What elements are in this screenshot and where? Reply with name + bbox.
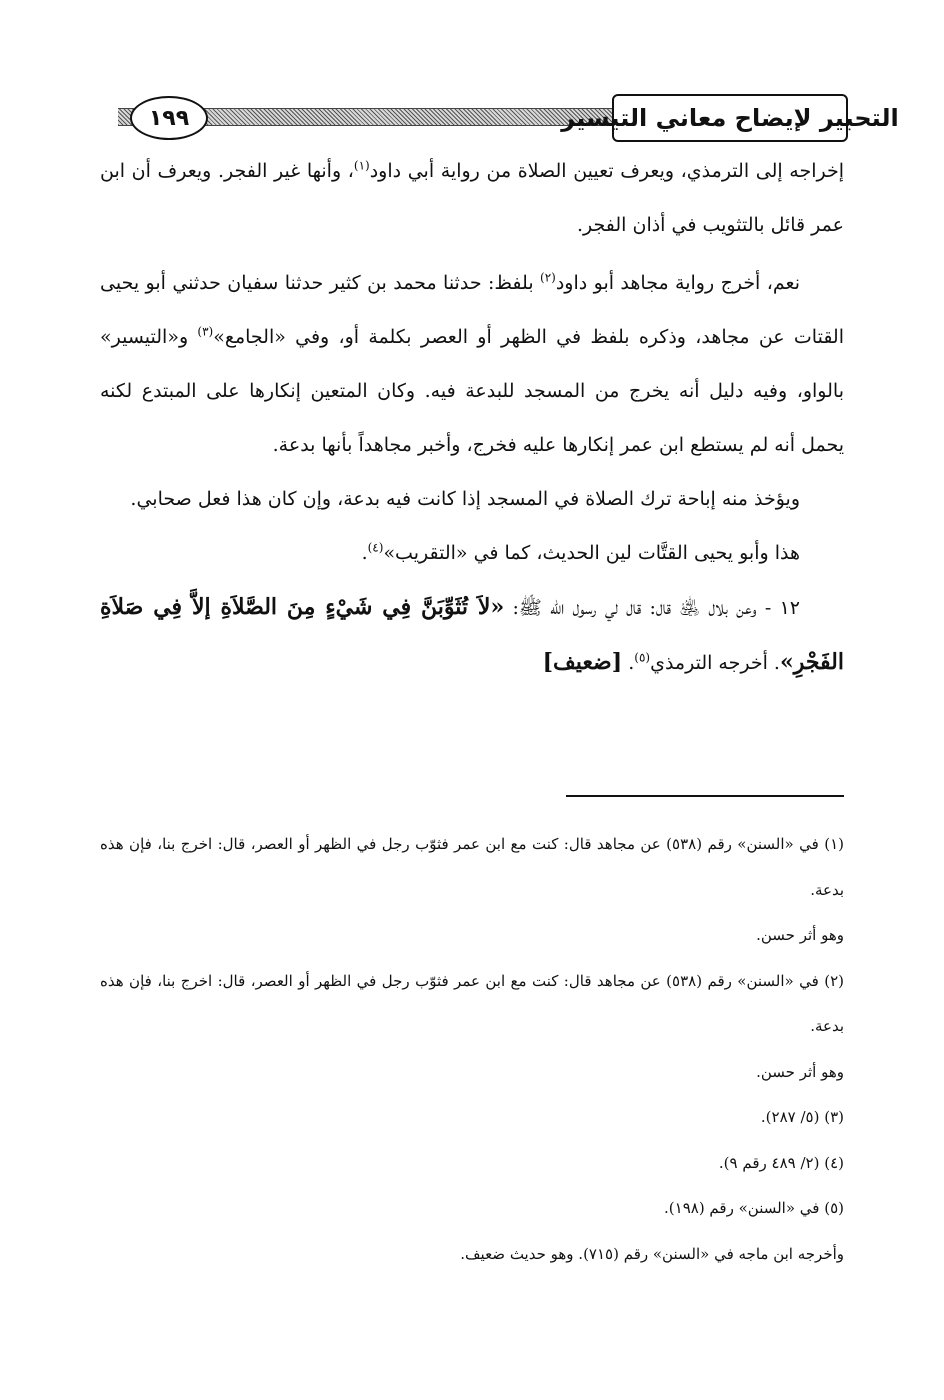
- paragraph-4-text-b: .: [361, 542, 368, 564]
- footnote-5: (٥) في «السنن» رقم (١٩٨).: [664, 1199, 844, 1217]
- footnote-5-extra: وأخرجه ابن ماجه في «السنن» رقم (٧١٥). وهو حديث ضعيف.: [460, 1244, 844, 1263]
- page-number: ١٩٩: [130, 96, 208, 140]
- paragraph-1-text-b: ، وأنها غير الفجر. ويعرف أن ابن عمر قائل بالتثويب في أذان الفجر.: [100, 160, 844, 236]
- paragraph-2-text-c: و«التيسير» بالواو، وفيه دليل أنه يخرج من المسجد للبدعة فيه. وكان المتعين إنكارها على المبتدع لكنه يحمل أنه لم يستطع ابن عمر إنكارها عليه فخرج، وأخبر مجاهداً بأنها بدعة.: [100, 326, 844, 456]
- footnote-ref-5: (٥): [634, 650, 651, 665]
- footnote-ref-4: (٤): [367, 540, 384, 555]
- hadith-text: «لاَ تُثَوِّبَنَّ فِي شَيْءٍ مِنَ الصَّلاَةِ إلاَّ فِي صَلاَةِ الفَجْرِ»: [100, 594, 844, 675]
- footnote-1-grade: وهو أثر حسن.: [756, 926, 844, 944]
- footnote-4: (٤) (٢/ ٤٨٩ رقم ٩).: [718, 1153, 844, 1172]
- footnotes: [100, 822, 844, 1277]
- main-text: [100, 144, 844, 690]
- footnote-3: (٣) (٥/ ٢٨٧).: [760, 1108, 844, 1126]
- footnote-separator: [566, 795, 844, 797]
- paragraph-2: [100, 256, 844, 472]
- paragraph-4-text-a: هذا وأبو يحيى القتَّات لين الحديث، كما في «التقريب»: [383, 542, 800, 564]
- footnote-ref-1: (١): [353, 158, 370, 173]
- paragraph-2-text-b: بلفظ: حدثنا محمد بن كثير حدثنا سفيان حدثني أبو يحيى القتات عن مجاهد، وذكره بلفظ في الظهر أو العصر بكلمة أو، وفي «الجامع»: [100, 272, 844, 348]
- hadith-paragraph: [100, 580, 844, 690]
- paragraph-3: ويؤخذ منه إباحة ترك الصلاة في المسجد إذا كانت فيه بدعة، وإن كان هذا فعل صحابي.: [130, 488, 800, 510]
- hadith-source: . أخرجه الترمذي: [650, 652, 780, 674]
- paragraph-1: [100, 144, 844, 252]
- footnote-1: (١) في «السنن» رقم (٥٣٨) عن مجاهد قال: كنت مع ابن عمر فثوّب رجل في الظهر أو العصر، قال: اخرج بنا، فإن هذه بدعة.: [100, 835, 845, 899]
- running-header-title: التحبير لإيضاح معاني التيسير: [612, 94, 848, 142]
- footnote-ref-2: (٢): [540, 270, 556, 285]
- paragraph-2-text-a: نعم، أخرج رواية مجاهد أبو داود: [555, 272, 800, 294]
- hadith-separator: .: [622, 652, 635, 674]
- paragraph-4: [100, 526, 844, 580]
- footnote-2: (٢) في «السنن» رقم (٥٣٨) عن مجاهد قال: كنت مع ابن عمر فثوّب رجل في الظهر أو العصر، قال: اخرج بنا، فإن هذه بدعة.: [100, 971, 845, 1035]
- hadith-grade: [ضعيف]: [542, 649, 623, 675]
- paragraph-1-text-a: إخراجه إلى الترمذي، ويعرف تعيين الصلاة من رواية أبي داود: [369, 160, 844, 182]
- hadith-intro: ١٢ - وعن بلال ﵁ قال: قال لي رسول الله ﷺ:: [504, 597, 800, 619]
- footnote-ref-3: (٣): [197, 324, 214, 339]
- footnote-2-grade: وهو أثر حسن.: [756, 1062, 844, 1081]
